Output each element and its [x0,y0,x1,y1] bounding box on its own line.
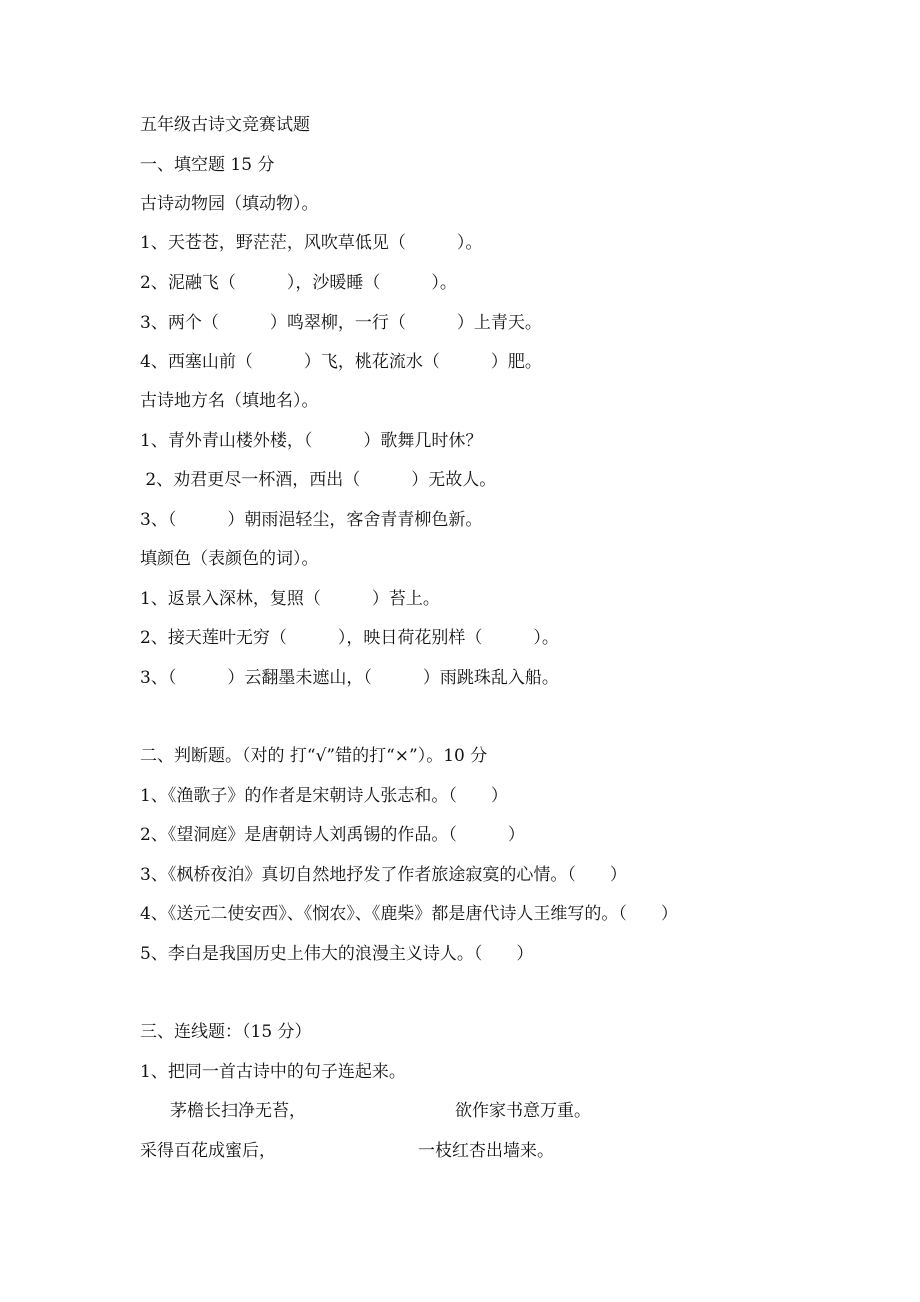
section1-heading: 一、填空题 15 分 [140,155,275,175]
judge-question-1: 1、《渔歌子》的作者是宋朝诗人张志和。（ ） [140,786,508,806]
judge-question-3: 3、《枫桥夜泊》真切自然地抒发了作者旅途寂寞的心情。（ ） [140,865,627,885]
judge-question-5: 5、李白是我国历史上伟大的浪漫主义诗人。（ ） [140,944,534,964]
colors-question-3: 3、（ ）云翻墨未遮山，（ ）雨跳珠乱入船。 [140,668,559,688]
exam-title: 五年级古诗文竞赛试题 [140,115,310,135]
places-question-2: 2、劝君更尽一杯酒，西出（ ）无故人。 [140,470,497,490]
section2-heading: 二、判断题。（对的 打“√”错的打“×”）。10 分 [140,746,488,766]
match-right-2: 一枝红杏出墙来。 [418,1141,554,1161]
colors-heading: 填颜色（表颜色的词）。 [140,549,319,569]
animals-heading: 古诗动物园（填动物）。 [140,194,319,214]
judge-question-2: 2、《望洞庭》是唐朝诗人刘禹锡的作品。（ ） [140,825,525,845]
match-left-2: 采得百花成蜜后， [140,1141,276,1161]
judge-question-4: 4、《送元二使安西》、《悯农》、《鹿柴》都是唐代诗人王维写的。（ ） [140,904,678,924]
match-left-1: 茅檐长扫净无苔， [170,1101,306,1121]
matching-instruction: 1、把同一首古诗中的句子连起来。 [140,1062,406,1082]
places-question-1: 1、青外青山楼外楼，（ ）歌舞几时休？ [140,431,483,451]
colors-question-1: 1、返景入深林，复照（ ）苔上。 [140,589,440,609]
animals-question-4: 4、西塞山前（ ）飞，桃花流水（ ）肥。 [140,352,542,372]
colors-question-2: 2、接天莲叶无穷（ ），映日荷花别样（ ）。 [140,628,559,648]
places-heading: 古诗地方名（填地名）。 [140,391,319,411]
match-right-1: 欲作家书意万重。 [455,1101,591,1121]
animals-question-2: 2、泥融飞（ ），沙暖睡（ ）。 [140,273,457,293]
places-question-3: 3、（ ）朝雨浥轻尘，客舍青青柳色新。 [140,510,483,530]
animals-question-1: 1、天苍苍，野茫茫，风吹草低见（ ）。 [140,233,483,253]
animals-question-3: 3、两个（ ）鸣翠柳，一行（ ）上青天。 [140,313,542,333]
section3-heading: 三、连线题：（15 分） [140,1022,312,1042]
